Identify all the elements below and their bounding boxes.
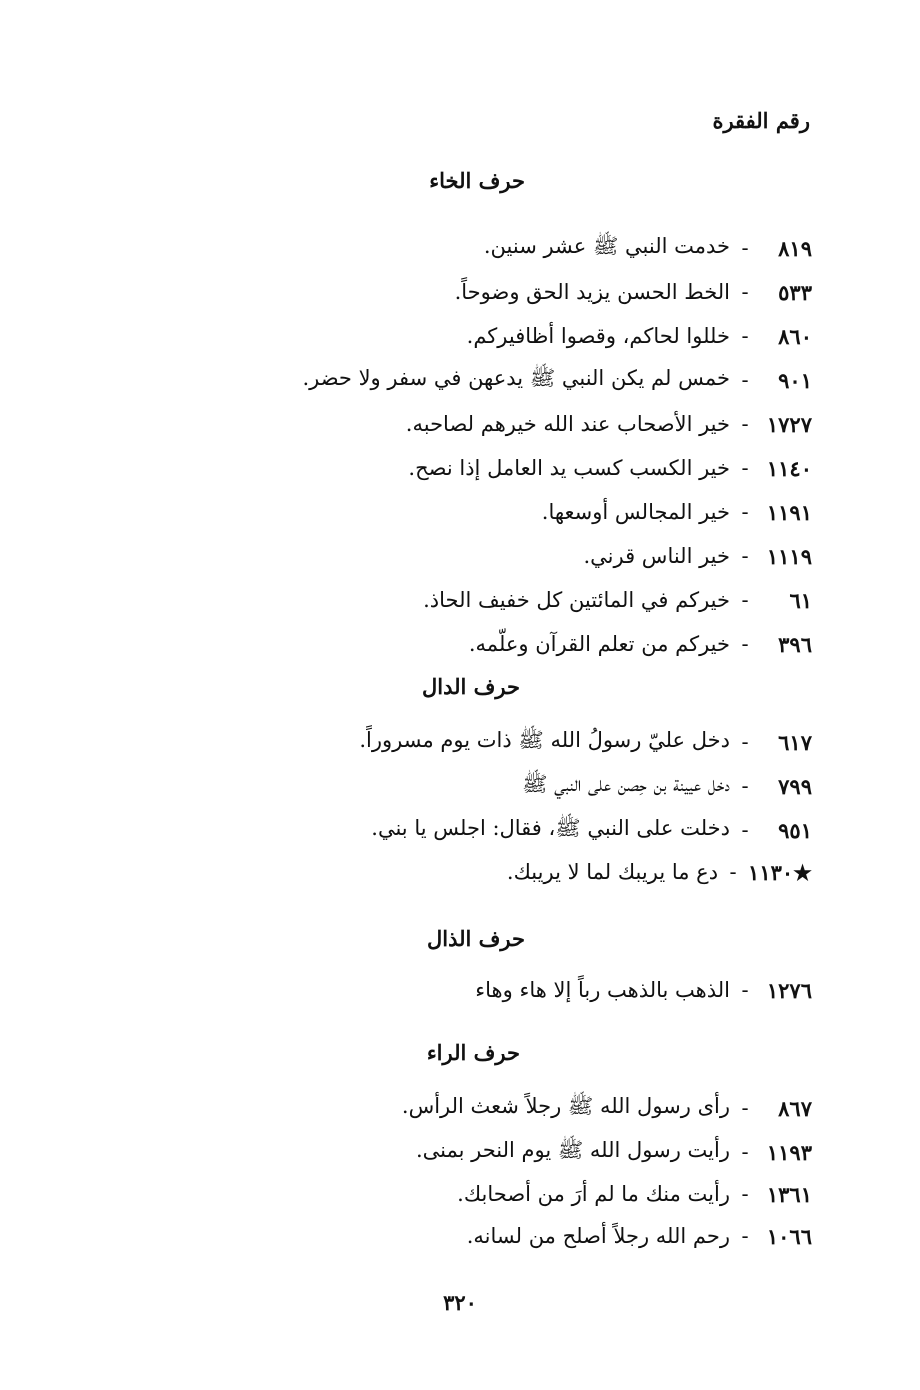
list-item: [542, 492, 812, 532]
separator: -: [741, 280, 749, 304]
separator: -: [729, 860, 737, 884]
paragraph-number: ١٧٢٧: [766, 411, 812, 437]
paragraph-number: ١١٩١: [766, 499, 812, 525]
hadith-text: خير المجالس أوسعها.: [541, 500, 730, 524]
separator: -: [741, 632, 749, 656]
paragraph-number: ٧٩٩: [778, 773, 812, 799]
separator: -: [741, 978, 749, 1002]
paragraph-number: ٣٩٦: [778, 631, 812, 657]
list-item: [484, 228, 812, 268]
hadith-text: خير الناس قرني.: [583, 544, 730, 568]
separator: -: [741, 1224, 749, 1248]
separator: -: [741, 368, 749, 392]
separator: -: [741, 730, 749, 754]
separator: -: [741, 500, 749, 524]
hadith-text: رأيت منك ما لم أرَ من أصحابك.: [457, 1182, 730, 1206]
hadith-text: دخلت على النبي ﷺ، فقال: اجلس يا بني.: [371, 815, 730, 840]
separator: -: [741, 774, 749, 798]
page-number: ٣٢٠: [443, 1290, 477, 1315]
separator: -: [741, 456, 749, 480]
paragraph-number: ٦١٧: [778, 729, 812, 755]
list-item: [371, 810, 812, 850]
list-item: [583, 536, 812, 576]
hadith-text: خير الكسب كسب يد العامل إذا نصح.: [408, 456, 730, 480]
paragraph-number: ١٣٦١: [766, 1181, 812, 1207]
section-title-raa: حرف الراء: [426, 1040, 520, 1065]
hadith-text: خيركم من تعلم القرآن وعلّمه.: [468, 632, 730, 656]
hadith-text: رحم الله رجلاً أصلح من لسانه.: [466, 1224, 730, 1248]
list-item: [416, 1132, 812, 1172]
section-title-daal: حرف الدال: [422, 674, 520, 699]
separator: -: [741, 544, 749, 568]
separator: -: [741, 818, 749, 842]
list-item: [457, 1174, 812, 1214]
list-item: [467, 1216, 812, 1256]
list-item: [522, 766, 812, 806]
paragraph-number: ٨٦٠: [778, 323, 812, 349]
list-item: [406, 404, 812, 444]
separator: -: [741, 1140, 749, 1164]
column-header: رقم الفقرة: [712, 108, 810, 133]
paragraph-number: ٩٥١: [778, 817, 812, 843]
paragraph-number: ١١٤٠: [766, 455, 812, 481]
paragraph-number: ٥٣٣: [778, 279, 812, 305]
paragraph-number: ٨٦٧: [778, 1095, 812, 1121]
paragraph-number: ١١٩٣: [766, 1139, 812, 1165]
list-item: [455, 272, 812, 312]
section-title-khaa: حرف الخاء: [429, 168, 525, 193]
list-item: [302, 360, 812, 400]
separator: -: [741, 588, 749, 612]
paragraph-number: ٨١٩: [778, 235, 812, 261]
separator: -: [741, 236, 749, 260]
list-item: [467, 316, 812, 356]
separator: -: [741, 1096, 749, 1120]
separator: -: [741, 1182, 749, 1206]
section-title-thaal: حرف الذال: [427, 926, 525, 951]
hadith-text: خدمت النبي ﷺ عشر سنين.: [483, 233, 730, 258]
paragraph-number: ١٢٧٦: [766, 977, 812, 1003]
list-item: [423, 580, 812, 620]
paragraph-number: ١١١٩: [766, 543, 812, 569]
hadith-text: خمس لم يكن النبي ﷺ يدعهن في سفر ولا حضر.: [302, 365, 730, 390]
paragraph-number: ١٠٦٦: [766, 1223, 812, 1249]
hadith-text: دخل عيينة بن حِصن على النبي ﷺ: [522, 771, 730, 796]
hadith-text: خير الأصحاب عند الله خيرهم لصاحبه.: [405, 412, 730, 436]
hadith-text: رأى رسول الله ﷺ رجلاً شعث الرأس.: [401, 1093, 730, 1118]
hadith-text: خللوا لحاكم، وقصوا أظافيركم.: [466, 324, 730, 348]
hadith-text: الخط الحسن يزيد الحق وضوحاً.: [454, 280, 730, 304]
list-item: [475, 970, 812, 1010]
list-item: [359, 722, 812, 762]
paragraph-number: ٩٠١: [778, 367, 812, 393]
paragraph-number: ٦١: [789, 587, 812, 613]
separator: -: [741, 412, 749, 436]
list-item: [507, 852, 812, 892]
list-item: [469, 624, 812, 664]
paragraph-number: ★١١٣٠: [748, 859, 812, 885]
hadith-text: الذهب بالذهب رباً إلا هاء وهاء: [475, 978, 730, 1002]
hadith-text: دخل عليّ رسولُ الله ﷺ ذات يوم مسروراً.: [359, 727, 730, 752]
list-item: [408, 448, 812, 488]
hadith-text: رأيت رسول الله ﷺ يوم النحر بمنى.: [415, 1137, 730, 1162]
hadith-text: خيركم في المائتين كل خفيف الحاذ.: [423, 588, 730, 612]
hadith-text: دع ما يريبك لما لا يريبك.: [506, 860, 719, 884]
list-item: [402, 1088, 812, 1128]
separator: -: [741, 324, 749, 348]
